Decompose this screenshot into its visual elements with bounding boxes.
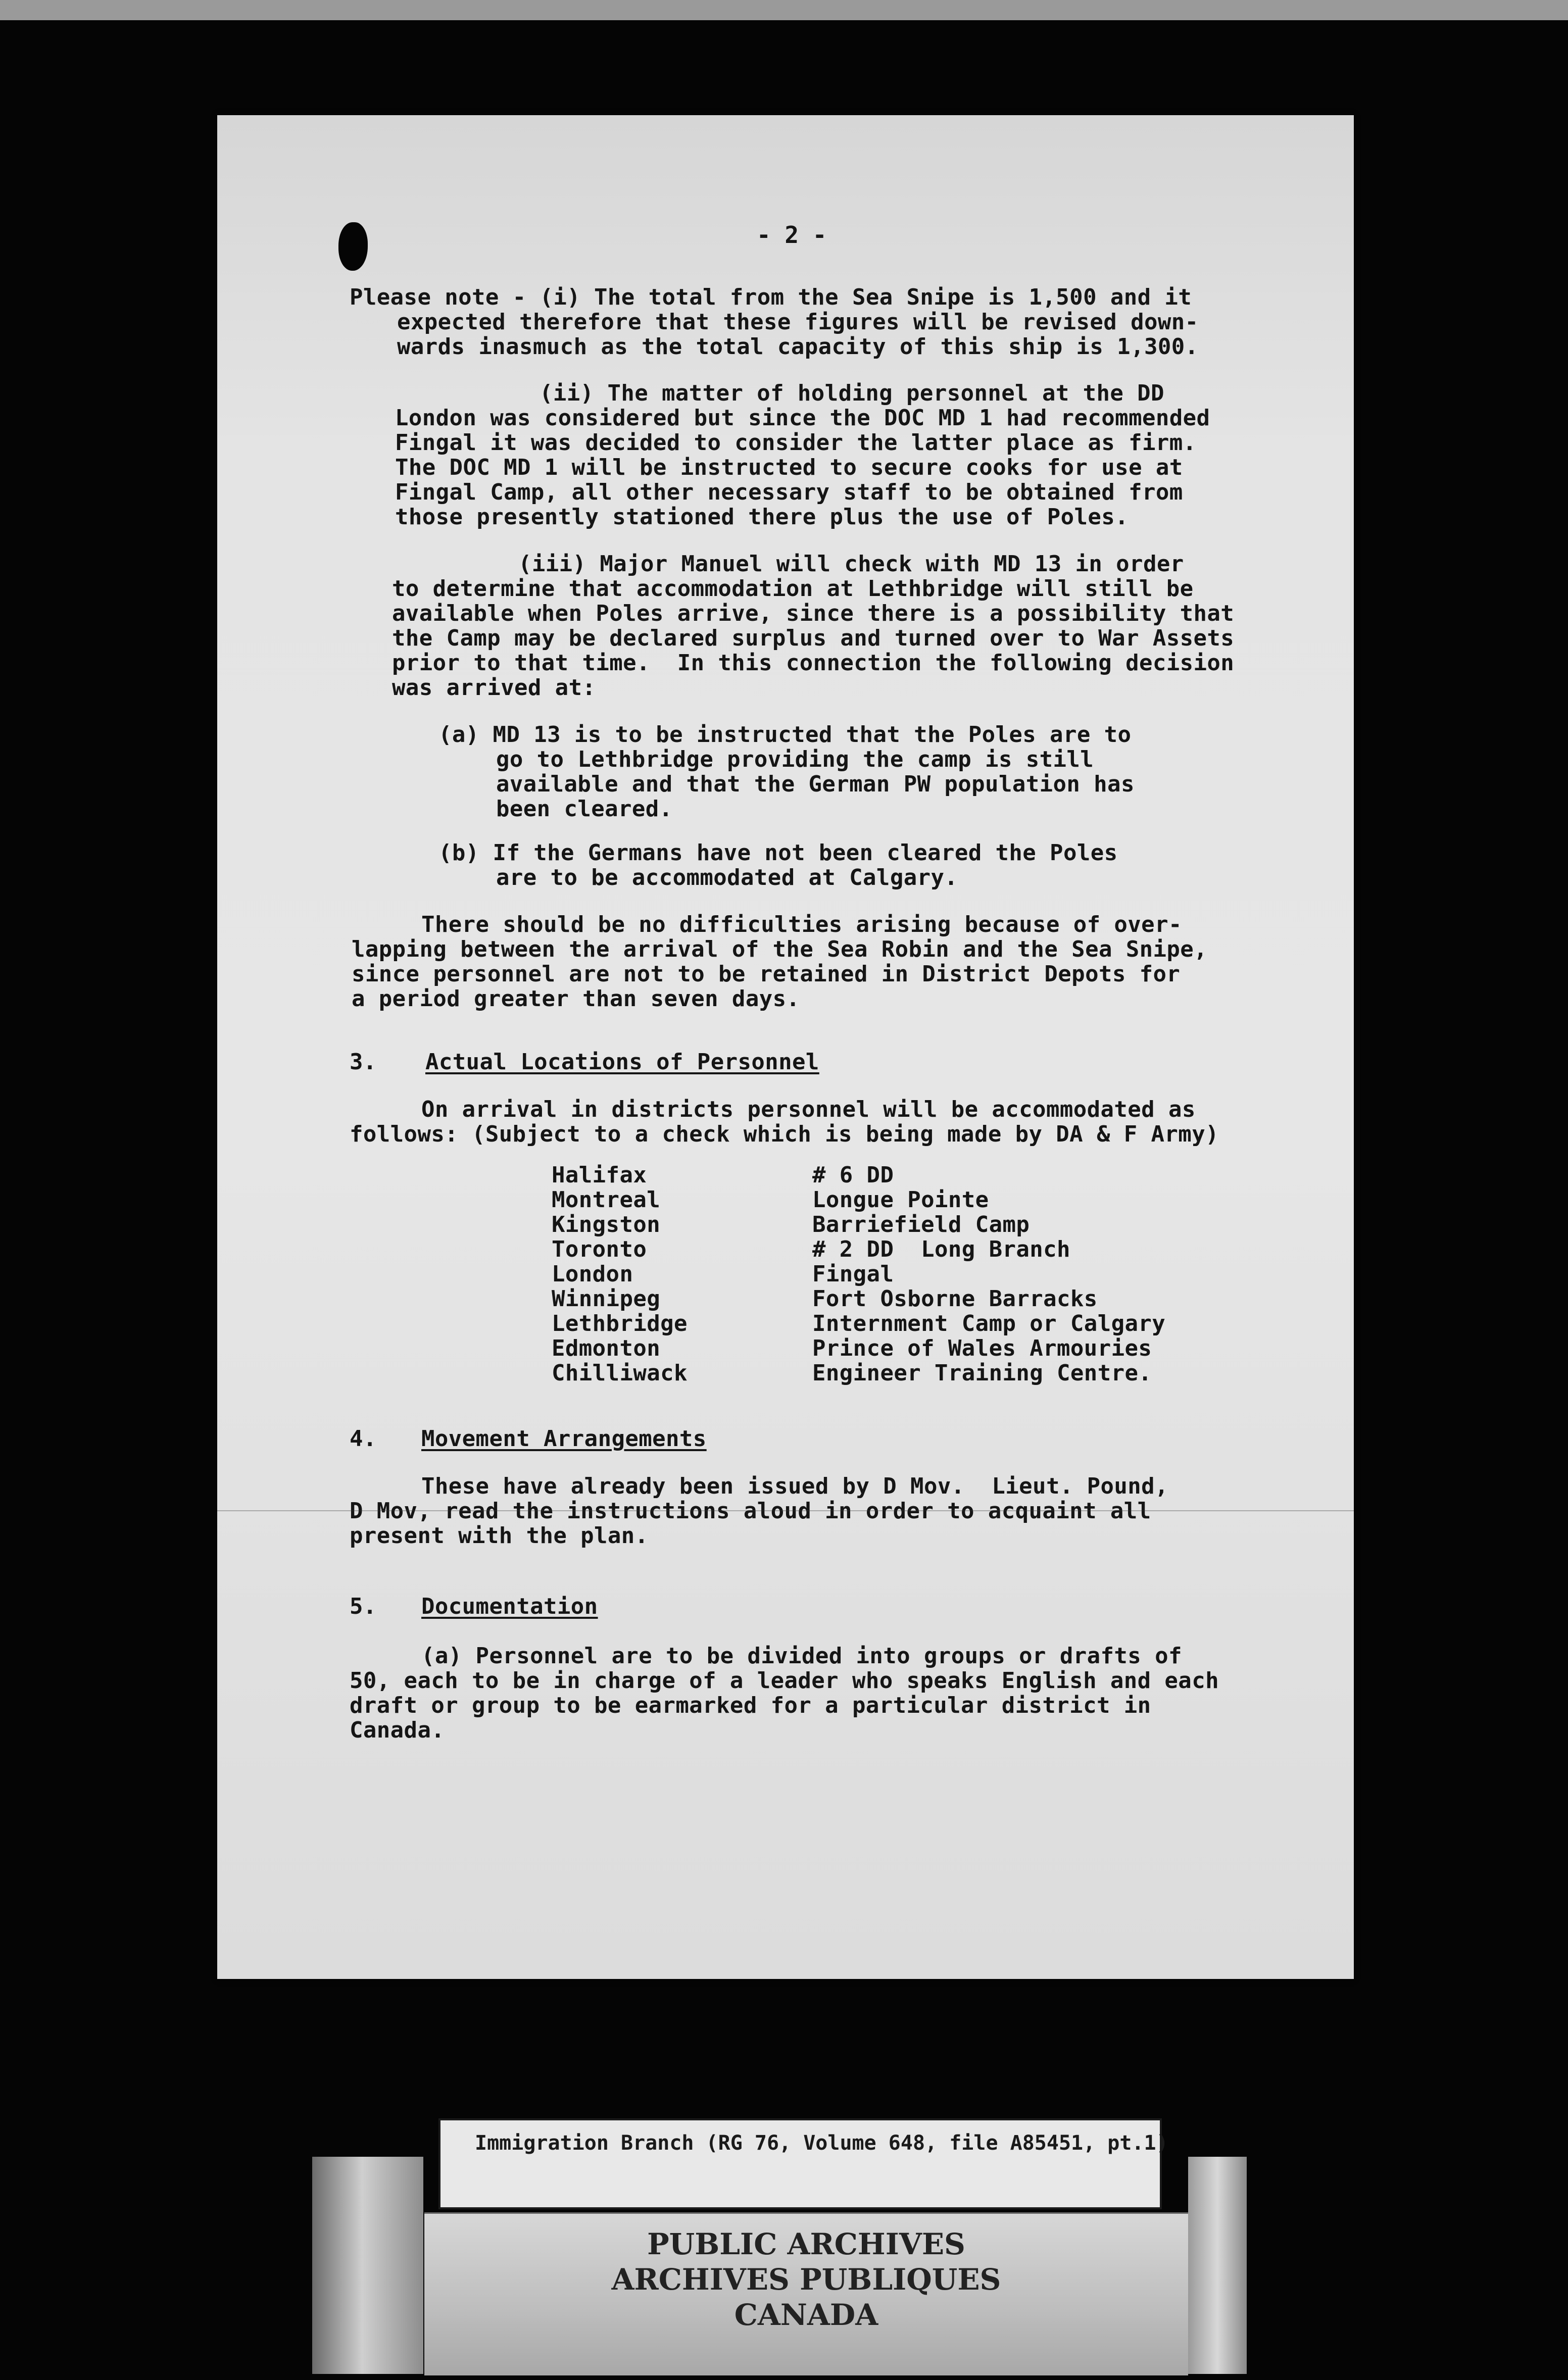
section-3-heading: Actual Locations of Personnel [425, 1049, 819, 1075]
section-4-heading: Movement Arrangements [421, 1426, 707, 1452]
stamp-line-3: CANADA [734, 2298, 878, 2332]
location-city: Montreal [552, 1187, 661, 1213]
section-4-line-2: D Mov, read the instructions aloud in order to acquaint all [350, 1498, 1151, 1524]
location-place: Fort Osborne Barracks [812, 1286, 1098, 1312]
document-page [217, 115, 1354, 1979]
archives-stamp [424, 2212, 1188, 2375]
location-city: Edmonton [552, 1335, 661, 1361]
note-2-line-5: Fingal Camp, all other necessary staff to be obtained from [395, 479, 1183, 505]
section-5-line-1: (a) Personnel are to be divided into groups or drafts of [421, 1643, 1182, 1669]
location-place: # 6 DD [812, 1162, 894, 1188]
note-3-line-2: to determine that accommodation at Lethbridge will still be [392, 576, 1194, 602]
section-5-heading: Documentation [421, 1594, 598, 1619]
note-1-line-3: wards inasmuch as the total capacity of this ship is 1,300. [397, 334, 1199, 360]
location-city: London [552, 1261, 633, 1287]
section-5-line-3: draft or group to be earmarked for a particular district in [350, 1693, 1151, 1718]
note-1-line-2: expected therefore that these figures will be revised down- [397, 309, 1199, 335]
location-city: Chilliwack [552, 1360, 688, 1386]
overlap-line-1: There should be no difficulties arising because of over- [421, 912, 1182, 937]
location-place: Barriefield Camp [812, 1212, 1030, 1237]
section-3-number: 3. [350, 1049, 377, 1075]
overlap-line-2: lapping between the arrival of the Sea Robin and the Sea Snipe, [352, 936, 1208, 962]
section-5-number: 5. [350, 1594, 377, 1619]
page-number: - 2 - [757, 221, 827, 249]
note-3-line-1: (iii) Major Manuel will check with MD 13 in order [518, 551, 1184, 577]
note-1-line-1: Please note - (i) The total from the Sea Snipe is 1,500 and it [350, 284, 1192, 310]
location-city: Lethbridge [552, 1311, 688, 1336]
item-b-line-1: (b) If the Germans have not been cleared the Poles [438, 840, 1118, 866]
location-city: Kingston [552, 1212, 661, 1237]
tape-right [1188, 2157, 1247, 2374]
archive-label-text: Immigration Branch (RG 76, Volume 648, file A85451, pt.1) [475, 2131, 1168, 2155]
location-place: # 2 DD Long Branch [812, 1236, 1070, 1262]
section-4-line-3: present with the plan. [350, 1523, 649, 1549]
note-2-line-1: (ii) The matter of holding personnel at the DD [540, 380, 1164, 406]
location-city: Winnipeg [552, 1286, 661, 1312]
tape-left [312, 2157, 423, 2374]
overlap-line-3: since personnel are not to be retained in District Depots for [352, 961, 1181, 987]
film-edge [0, 0, 1568, 20]
item-a-line-4: been cleared. [496, 796, 673, 822]
location-place: Fingal [812, 1261, 894, 1287]
location-place: Longue Pointe [812, 1187, 989, 1213]
item-a-line-3: available and that the German PW population has [496, 771, 1135, 797]
location-city: Halifax [552, 1162, 647, 1188]
section-4-number: 4. [350, 1426, 377, 1452]
section-4-line-1: These have already been issued by D Mov. Lieut. Pound, [421, 1473, 1168, 1499]
archive-label [438, 2118, 1168, 2209]
section-5-line-2: 50, each to be in charge of a leader who speaks English and each [350, 1668, 1219, 1694]
note-2-line-3: Fingal it was decided to consider the latter place as firm. [395, 430, 1197, 456]
stamp-line-1: PUBLIC ARCHIVES [647, 2227, 965, 2261]
note-3-line-3: available when Poles arrive, since there is a possibility that [392, 601, 1235, 626]
item-a-line-1: (a) MD 13 is to be instructed that the Poles are to [438, 722, 1132, 748]
note-3-line-6: was arrived at: [392, 675, 596, 701]
note-3-line-4: the Camp may be declared surplus and turned over to War Assets [392, 625, 1235, 651]
location-place: Internment Camp or Calgary [812, 1311, 1166, 1336]
item-a-line-2: go to Lethbridge providing the camp is still [496, 747, 1094, 772]
note-2-line-6: those presently stationed there plus the use of Poles. [395, 504, 1129, 530]
item-b-line-2: are to be accommodated at Calgary. [496, 865, 958, 890]
note-2-line-4: The DOC MD 1 will be instructed to secure cooks for use at [395, 455, 1183, 480]
punch-hole [338, 222, 368, 271]
location-place: Prince of Wales Armouries [812, 1335, 1152, 1361]
overlap-line-4: a period greater than seven days. [352, 986, 800, 1012]
location-place: Engineer Training Centre. [812, 1360, 1152, 1386]
section-3-intro-line-2: follows: (Subject to a check which is being made by DA & F Army) [350, 1121, 1219, 1147]
stamp-line-2: ARCHIVES PUBLIQUES [611, 2262, 1001, 2297]
section-5-line-4: Canada. [350, 1717, 445, 1743]
location-city: Toronto [552, 1236, 647, 1262]
note-3-line-5: prior to that time. In this connection the following decision [392, 650, 1235, 676]
section-3-intro-line-1: On arrival in districts personnel will be accommodated as [421, 1097, 1196, 1122]
note-2-line-2: London was considered but since the DOC MD 1 had recommended [395, 405, 1210, 431]
